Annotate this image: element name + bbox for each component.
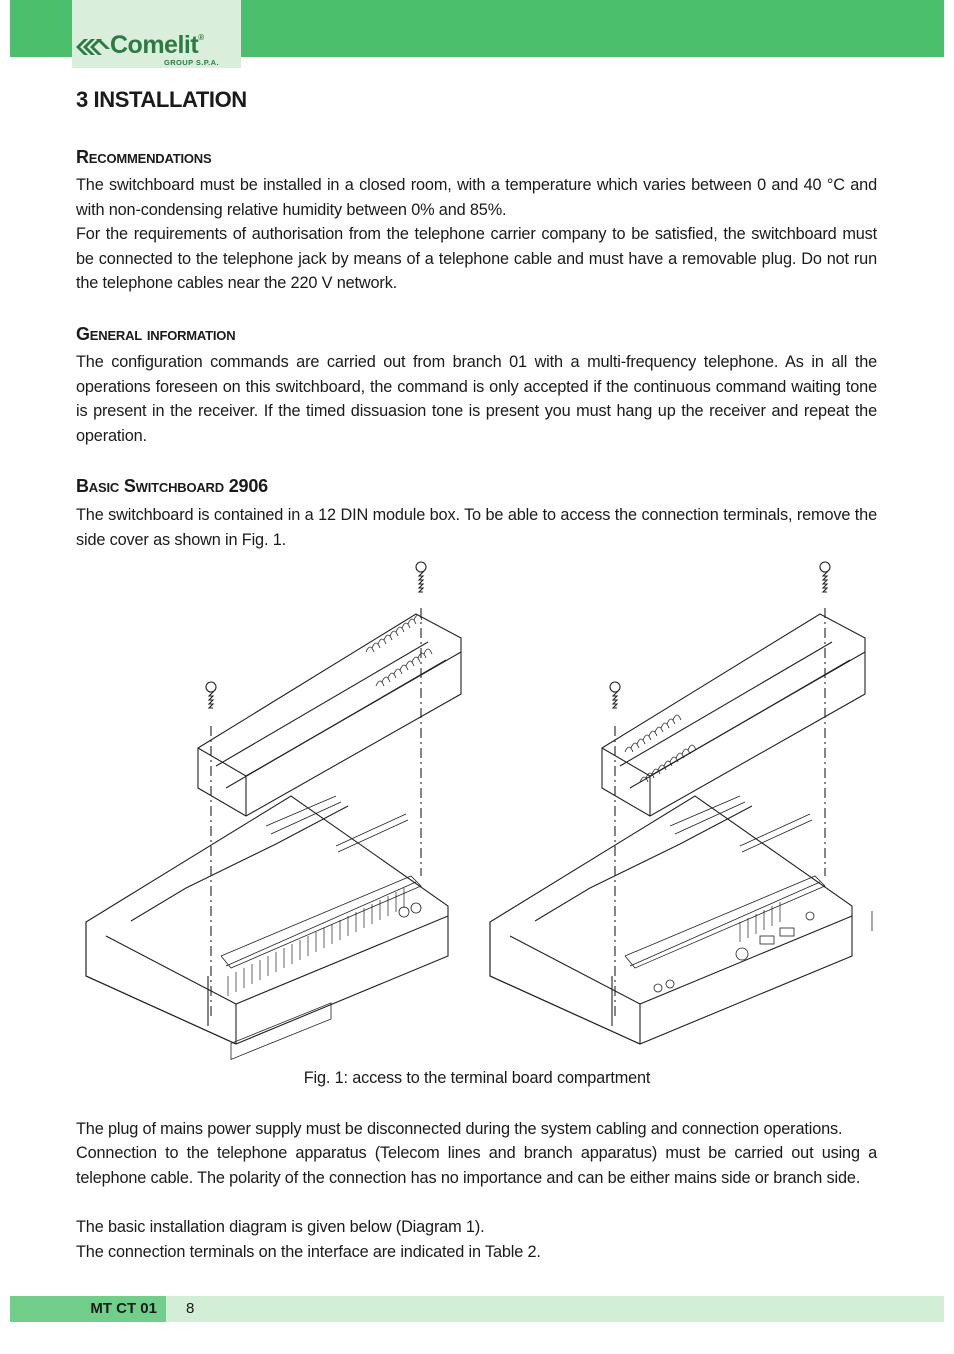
document-code: MT CT 01 — [10, 1296, 166, 1322]
brand-name: Comelit® — [110, 31, 204, 59]
figure-switchboard-cover — [76, 556, 877, 1066]
switchboard-right — [490, 562, 872, 1044]
figure-caption: Fig. 1: access to the terminal board compartment — [303, 1069, 651, 1087]
logo — [72, 0, 241, 68]
heading-general-information: General information — [76, 324, 236, 344]
paragraph: For the requirements of authorisation from the telephone carrier company to be satisfied, the switchboard must be connected to the telephone jack by means of a telephone cable and must have a removable plug. Do not run the telephone cables near the 220 V network. — [76, 225, 877, 292]
paragraph: The connection terminals on the interface are indicated in Table 2. — [76, 1243, 541, 1261]
heading-basic-switchboard: Basic Switchboard 2906 — [76, 476, 268, 496]
paragraph: The configuration commands are carried out from branch 01 with a multi-frequency telephone. As in all the operations foreseen on this switchboard, the command is only accepted if the continuous command waiting tone is present in the receiver. If the timed dissuasion tone is present you must hang up the receiver and repeat the operation. — [76, 353, 877, 445]
paragraph: Connection to the telephone apparatus (Telecom lines and branch apparatus) must be carried out using a telephone cable. The polarity of the connection has no importance and can be either mains side or branch side. — [76, 1144, 877, 1187]
comelit-logo-icon — [76, 36, 110, 58]
switchboard-left — [86, 562, 461, 1059]
paragraph: The basic installation diagram is given below (Diagram 1). — [76, 1218, 485, 1236]
section-title: 3 INSTALLATION — [76, 87, 247, 112]
brand-subtitle: GROUP S.P.A. — [164, 58, 219, 67]
heading-recommendations: Recommendations — [76, 147, 212, 167]
paragraph: The switchboard is contained in a 12 DIN module box. To be able to access the connection terminals, remove the side cover as shown in Fig. 1. — [76, 506, 877, 549]
paragraph: The switchboard must be installed in a closed room, with a temperature which varies between 0 and 40 °C and with non-condensing relative humidity between 0% and 85%. — [76, 176, 877, 219]
page-number: 8 — [186, 1300, 195, 1317]
paragraph: The plug of mains power supply must be disconnected during the system cabling and connection operations. — [76, 1120, 843, 1138]
